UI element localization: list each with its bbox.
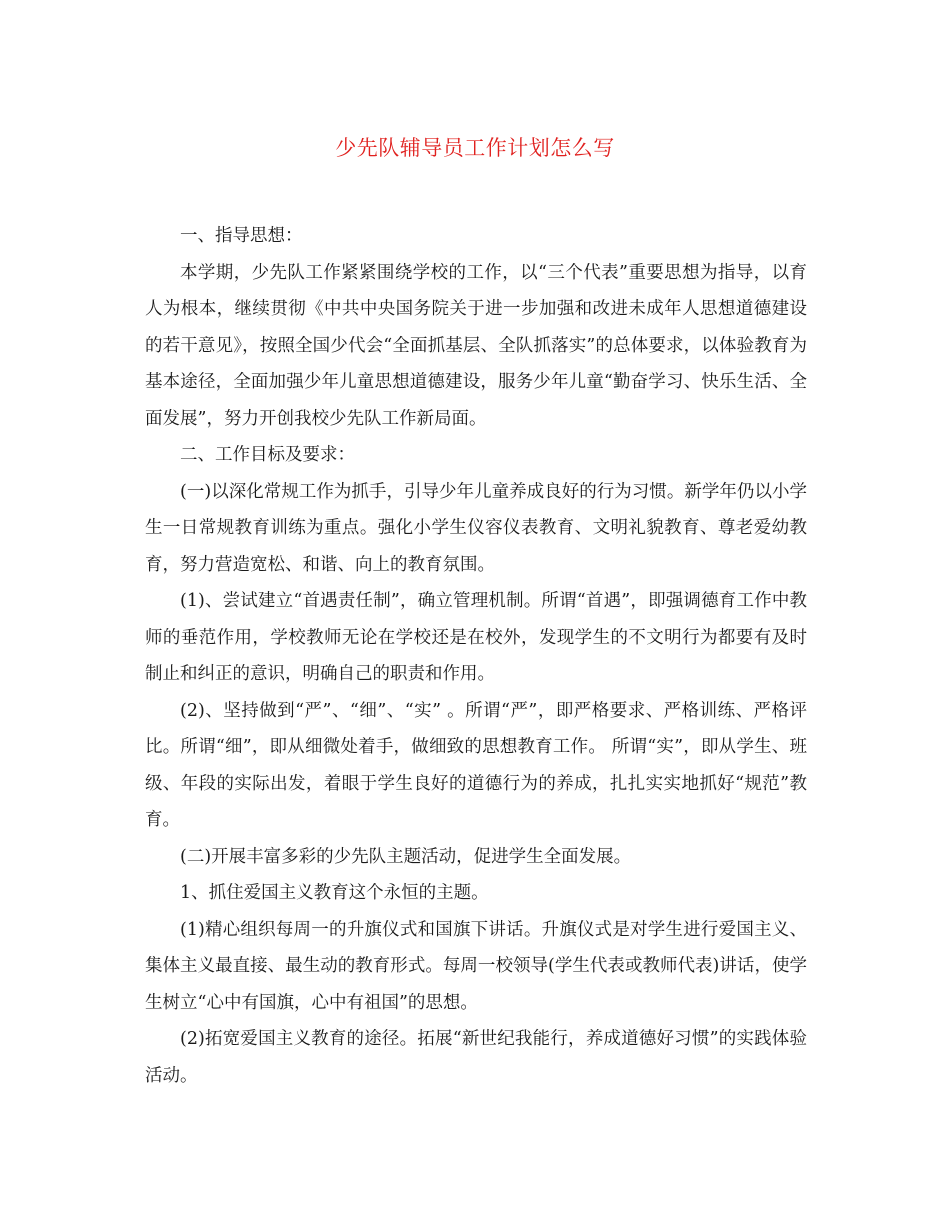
document-title: 少先队辅导员工作计划怎么写: [335, 136, 615, 160]
paragraph-flag-ceremony: (1)精心组织每周一的升旗仪式和国旗下讲话。升旗仪式是对学生进行爱国主义、集体主义最直接、最生动的教育形式。每周一校领导(学生代表或教师代表)讲话，使学生树立“心中有国旗，心中有祖国”的思想。: [145, 919, 807, 1013]
paragraph-patriotic-theme: 1、抓住爱国主义教育这个永恒的主题。: [180, 883, 489, 903]
section-heading-goals: 二、工作目标及要求：: [180, 445, 355, 465]
paragraph-semester-overview: 本学期，少先队工作紧紧围绕学校的工作，以“三个代表”重要思想为指导，以育人为根本，继续贯彻《中共中央国务院关于进一步加强和改进未成年人思想道德建设的若干意见》，按照全国少代会“全面抓基层、全队抓落实”的总体要求，以体验教育为基本途径，全面加强少年儿童思想道德建设，服务少年儿童“勤奋学习、快乐生活、全面发展”，努力开创我校少先队工作新局面。: [145, 262, 807, 429]
paragraph-broaden-education: (2)拓宽爱国主义教育的途径。拓展“新世纪我能行，养成道德好习惯”的实践体验活动。: [145, 1029, 807, 1086]
paragraph-routine-work: (一)以深化常规工作为抓手，引导少年儿童养成良好的行为习惯。新学年仍以小学生一日常规教育训练为重点。强化小学生仪容仪表教育、文明礼貌教育、尊老爱幼教育，努力营造宽松、和谐、向上的教育氛围。: [145, 481, 807, 575]
paragraph-themed-activities: (二)开展丰富多彩的少先队主题活动，促进学生全面发展。: [180, 846, 632, 867]
section-heading-guiding-ideology: 一、指导思想：: [180, 226, 303, 246]
document-body: [145, 218, 807, 1094]
paragraph-first-encounter-system: (1)、尝试建立“首遇责任制”，确立管理机制。所谓“首遇”，即强调德育工作中教师的垂范作用，学校教师无论在学校还是在校外，发现学生的不文明行为都要有及时制止和纠正的意识，明确自己的职责和作用。: [145, 591, 807, 684]
paragraph-strict-detailed-practical: (2)、坚持做到“严”、“细”、“实” 。所谓“严”，即严格要求、严格训练、严格评比。所谓“细”，即从细微处着手，做细致的思想教育工作。 所谓“实”，即从学生、班级、年段的实际出发，着眼于学生良好的道德行为的养成，扎扎实实地抓好“规范”教育。: [145, 700, 807, 830]
